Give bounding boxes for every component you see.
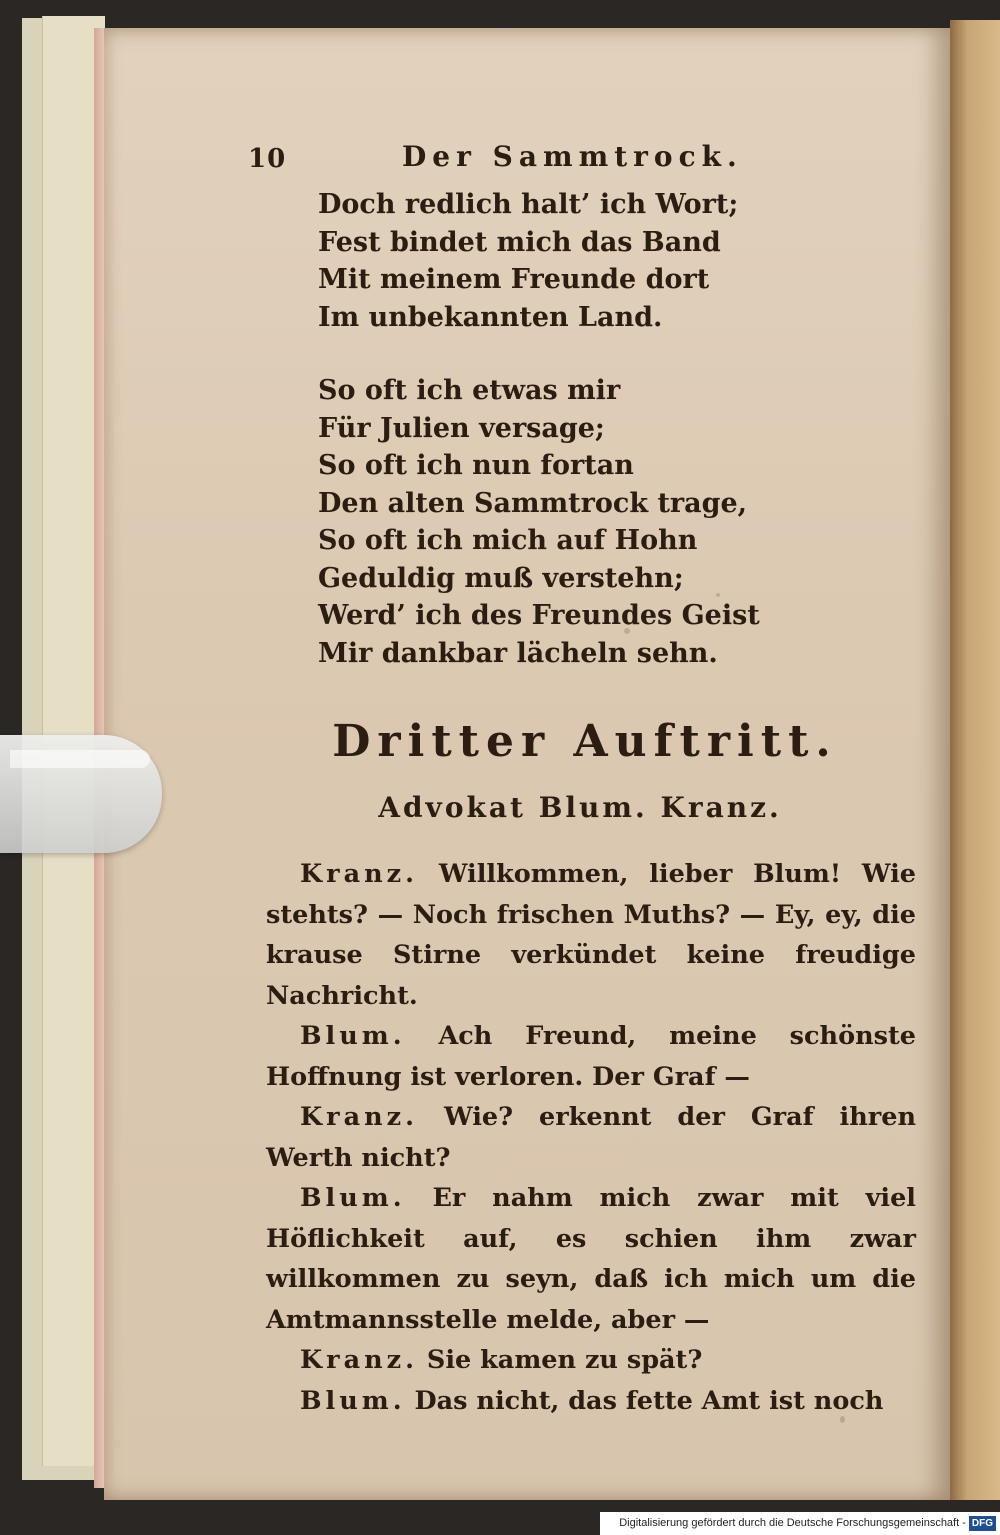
speaker-name: Blum. bbox=[300, 1021, 406, 1051]
speaker-name: Blum. bbox=[300, 1385, 406, 1416]
dialogue-paragraph bbox=[266, 1178, 916, 1340]
verse-line: Doch redlich halt’ ich Wort; bbox=[318, 189, 739, 220]
digitization-credit bbox=[600, 1512, 1000, 1535]
verse-line: Im unbekannten Land. bbox=[318, 301, 663, 333]
speaker-name: Kranz. bbox=[300, 1345, 419, 1375]
dialogue-paragraph bbox=[266, 1097, 916, 1178]
stanza-gap bbox=[230, 336, 890, 372]
speech-text: Ach Freund, meine schönste Hoffnung ist verloren. Der Graf — bbox=[266, 1021, 916, 1092]
verse-line: Mir dankbar lächeln sehn. bbox=[318, 637, 718, 669]
page-number: 10 bbox=[248, 144, 287, 174]
running-title: Der Sammtrock. bbox=[402, 140, 743, 173]
speaker-name: Kranz. bbox=[300, 859, 419, 889]
verse-line: So oft ich etwas mir bbox=[318, 375, 621, 406]
speech-text: Das nicht, das fette Amt ist noch bbox=[414, 1385, 884, 1416]
dialogue-paragraph bbox=[266, 1016, 916, 1097]
verse-line: Für Julien versage; bbox=[318, 412, 605, 444]
facing-page-edge bbox=[950, 20, 1000, 1500]
verse-line: So oft ich nun fortan bbox=[318, 450, 634, 481]
speech-text: Er nahm mich zwar mit viel Höflichkeit auf, es schien ihm zwar willkommen zu seyn, daß ich mich um die Amtmannsstelle melde, aber — bbox=[266, 1183, 916, 1335]
verse-line: Fest bindet mich das Band bbox=[318, 226, 721, 258]
scene-title: Dritter Auftritt. bbox=[332, 716, 838, 767]
verse-line: Den alten Sammtrock trage, bbox=[318, 487, 748, 519]
dialogue-paragraph bbox=[266, 1340, 916, 1381]
speech-text: Willkommen, lieber Blum! Wie stehts? — Noch frischen Muths? — Ey, ey, die krause Stirne verkündet keine freudige Nachricht. bbox=[266, 859, 916, 1011]
verse-line: Werd’ ich des Freundes Geist bbox=[318, 600, 760, 631]
page-header bbox=[230, 140, 890, 186]
verse-stanza bbox=[318, 372, 890, 672]
verse-line: Geduldig muß verstehn; bbox=[318, 562, 684, 594]
page-text bbox=[230, 140, 916, 1421]
speech-text: Sie kamen zu spät? bbox=[426, 1345, 703, 1375]
dialogue bbox=[266, 854, 916, 1421]
speech-text: Wie? erkennt der Graf ihren Werth nicht? bbox=[266, 1102, 916, 1173]
dialogue-paragraph bbox=[266, 854, 916, 1016]
verse-line: So oft ich mich auf Hohn bbox=[318, 525, 698, 556]
verse-stanza bbox=[318, 186, 890, 336]
speaker-name: Kranz. bbox=[300, 1102, 419, 1132]
verse-line: Mit meinem Freunde dort bbox=[318, 264, 710, 295]
dfg-logo-icon: DFG bbox=[969, 1516, 996, 1531]
speaker-name: Blum. bbox=[300, 1183, 406, 1213]
scene-characters: Advokat Blum. Kranz. bbox=[378, 791, 782, 824]
clip-highlight bbox=[10, 750, 150, 768]
credit-text: Digitalisierung gefördert durch die Deutsche Forschungsgemeinschaft - bbox=[619, 1517, 966, 1529]
dialogue-paragraph bbox=[266, 1381, 916, 1422]
